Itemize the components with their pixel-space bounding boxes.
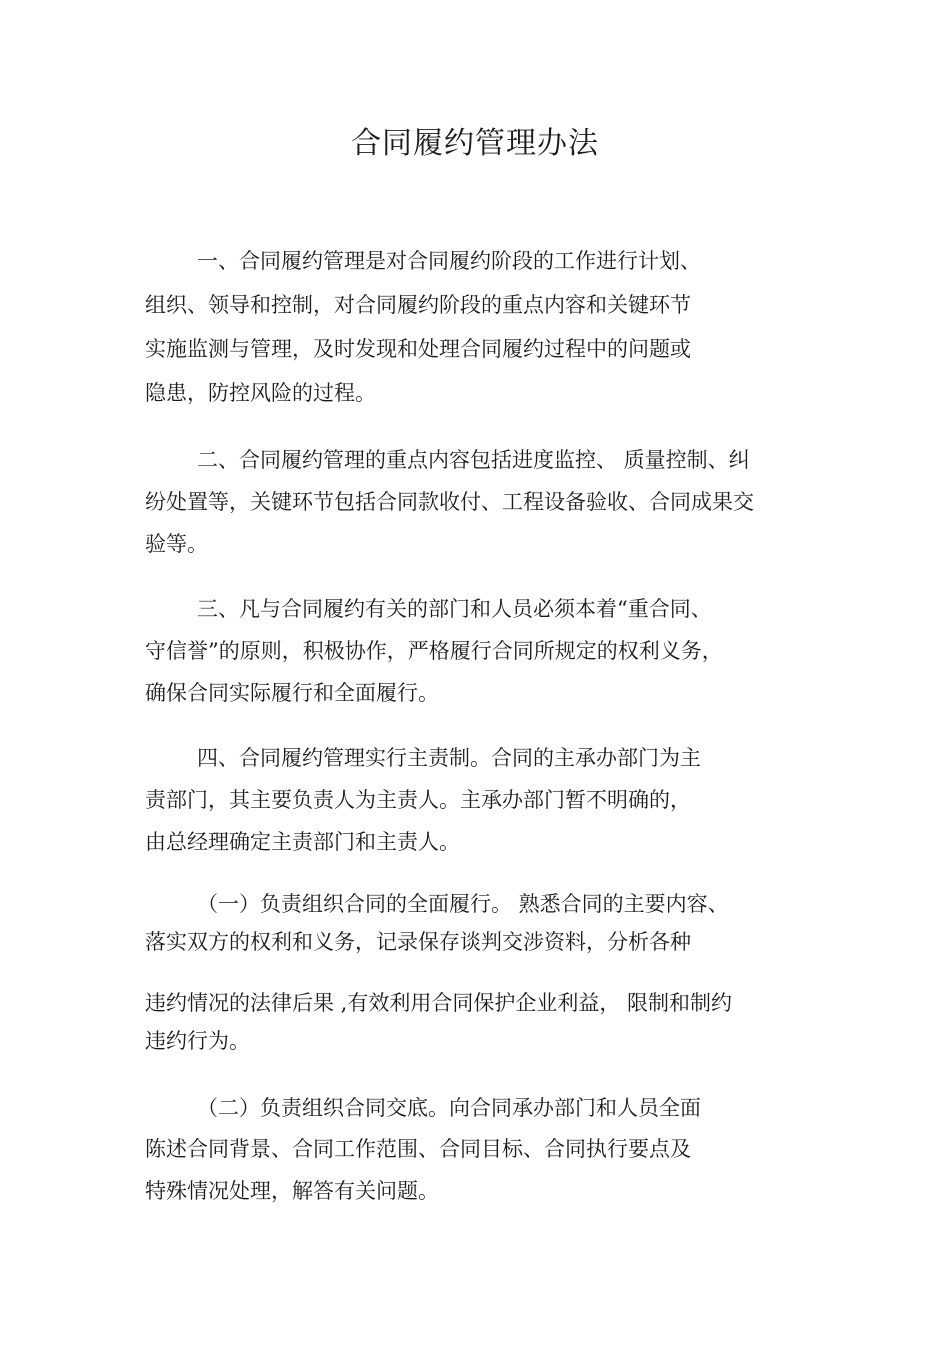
- paragraph-3-line-2: 守信誉”的原则，积极协作，严格履行合同所规定的权利义务，: [145, 639, 723, 663]
- paragraph-1-line-2: 组织、领导和控制，对合同履约阶段的重点内容和关键环节: [145, 293, 691, 317]
- paragraph-2-line-3: 验等。: [145, 532, 208, 556]
- document-title: 合同履约管理办法: [351, 126, 599, 161]
- paragraph-4-line-3: 由总经理确定主责部门和主责人。: [145, 830, 460, 854]
- paragraph-2-line-1: 二、合同履约管理的重点内容包括进度监控、 质量控制、纠: [197, 448, 750, 472]
- paragraph-6-line-3: 特殊情况处理，解答有关问题。: [145, 1179, 439, 1203]
- paragraph-3-line-1: 三、凡与合同履约有关的部门和人员必须本着“重合同、: [197, 597, 712, 621]
- paragraph-1-line-3: 实施监测与管理，及时发现和处理合同履约过程中的问题或: [145, 337, 691, 361]
- paragraph-5-line-2: 落实双方的权利和义务，记录保存谈判交涉资料，分析各种: [145, 930, 691, 954]
- paragraph-2-line-2: 纷处置等，关键环节包括合同款收付、工程设备验收、合同成果交: [145, 490, 754, 514]
- paragraph-1-line-1: 一、合同履约管理是对合同履约阶段的工作进行计划、: [197, 249, 701, 273]
- paragraph-5-line-4: 违约行为。: [145, 1029, 250, 1053]
- paragraph-3-line-3: 确保合同实际履行和全面履行。: [145, 681, 439, 705]
- paragraph-1-line-4: 隐患，防控风险的过程。: [145, 381, 376, 405]
- paragraph-4-line-2: 责部门，其主要负责人为主责人。主承办部门暂不明确的，: [145, 788, 691, 812]
- paragraph-5-line-3: 违约情况的法律后果 ,有效利用合同保护企业利益， 限制和制约: [145, 991, 733, 1015]
- paragraph-6-line-2: 陈述合同背景、合同工作范围、合同目标、合同执行要点及: [145, 1137, 691, 1161]
- paragraph-5-line-1: （一）负责组织合同的全面履行。 熟悉合同的主要内容、: [197, 892, 729, 916]
- paragraph-4-line-1: 四、合同履约管理实行主责制。合同的主承办部门为主: [197, 746, 701, 770]
- paragraph-6-line-1: （二）负责组织合同交底。向合同承办部门和人员全面: [197, 1096, 701, 1120]
